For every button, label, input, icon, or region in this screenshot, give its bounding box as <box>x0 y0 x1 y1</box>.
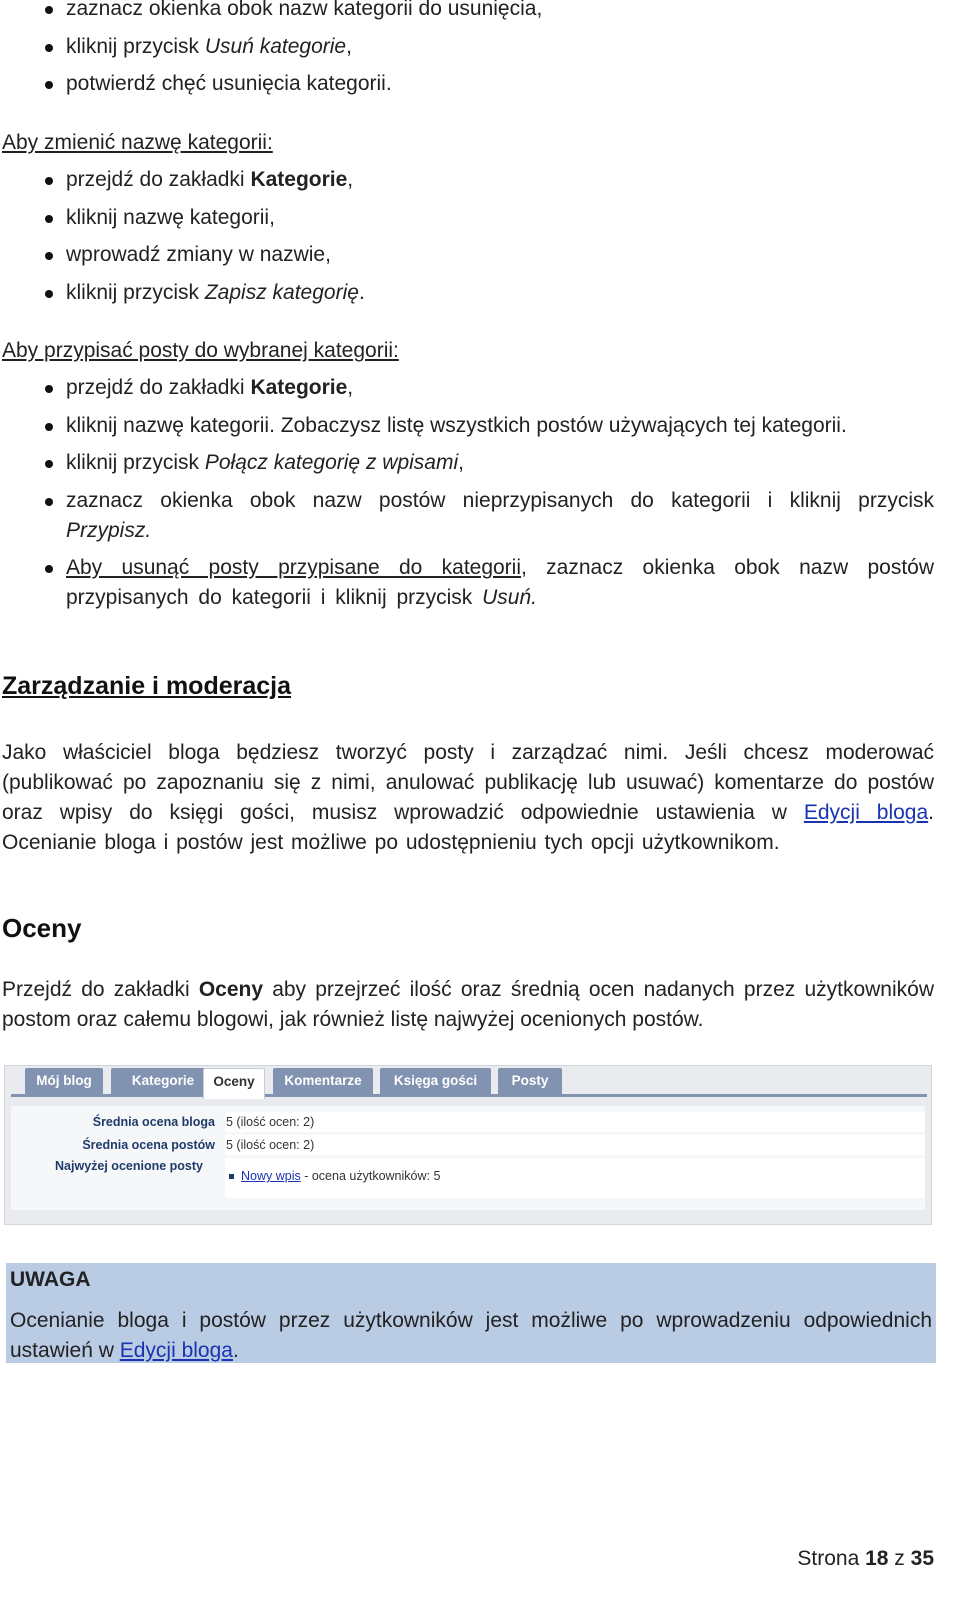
tab-my-blog[interactable]: Mój blog <box>25 1068 103 1094</box>
note-text: Ocenianie bloga i postów przez użytkowników jest możliwe po wprowadzeniu odpowiednich ustawień w Edycji bloga. <box>10 1309 932 1362</box>
list-item: kliknij przycisk Zapisz kategorię. <box>0 278 960 308</box>
top-post-item: Nowy wpis - ocena użytkowników: 5 <box>229 1169 440 1183</box>
avg-blog-label: Średnia ocena bloga <box>92 1115 215 1129</box>
tab-guestbook[interactable]: Księga gości <box>380 1068 491 1094</box>
list-item: zaznacz okienka obok nazw postów nieprzypisanych do kategorii i kliknij przycisk Przypisz. <box>0 486 960 546</box>
list-item: kliknij przycisk Usuń kategorie, <box>0 32 960 62</box>
list-item: kliknij nazwę kategorii, <box>0 203 960 233</box>
blog-edit-link[interactable]: Edycji bloga <box>803 801 929 824</box>
list-item: kliknij przycisk Połącz kategorię z wpisami, <box>0 448 960 478</box>
rename-steps <box>0 165 960 315</box>
tab-comments[interactable]: Komentarze <box>273 1068 373 1094</box>
list-item: kliknij nazwę kategorii. Zobaczysz listę wszystkich postów używających tej kategorii. <box>0 411 960 441</box>
moderation-heading: Zarządzanie i moderacja <box>2 672 292 700</box>
list-item: zaznacz okienka obok nazw kategorii do usunięcia, <box>0 0 960 24</box>
delete-categories-steps <box>0 0 960 107</box>
tab-ratings[interactable]: Oceny <box>203 1068 265 1099</box>
warning-note <box>6 1263 936 1363</box>
avg-blog-value: 5 (ilość ocen: 2) <box>226 1115 315 1129</box>
ratings-panel <box>11 1106 925 1210</box>
avg-posts-label: Średnia ocena postów <box>82 1138 215 1152</box>
list-item: potwierdź chęć usunięcia kategorii. <box>0 69 960 99</box>
rename-lead: Aby zmienić nazwę kategorii: <box>2 131 273 154</box>
top-post-link[interactable]: Nowy wpis <box>241 1169 301 1183</box>
ratings-heading: Oceny <box>2 913 82 943</box>
tab-categories[interactable]: Kategorie <box>111 1068 215 1094</box>
assign-steps <box>0 373 960 621</box>
moderation-text: Jako właściciel bloga będziesz tworzyć posty i zarządzać nimi. Jeśli chcesz moderować (publikować po zapoznaniu się z nimi, anulować publikację lub usuwać) komentarze do postów oraz wpisy do księgi gości, musisz wprowadzić odpowiednie ustawienia w Edycji bloga. Ocenianie bloga i postów jest możliwe po udostępnieniu tych opcji użytkownikom. <box>2 741 935 854</box>
bullet-icon <box>229 1174 234 1179</box>
list-item: Aby usunąć posty przypisane do kategorii, zaznacz okienka obok nazw postów przypisanych do kategorii i kliknij przycisk Usuń. <box>0 553 960 613</box>
list-item: przejdź do zakładki Kategorie, <box>0 165 960 195</box>
list-item: wprowadź zmiany w nazwie, <box>0 240 960 270</box>
avg-posts-value: 5 (ilość ocen: 2) <box>226 1138 315 1152</box>
top-posts-label: Najwyżej ocenione posty <box>55 1159 203 1173</box>
assign-lead: Aby przypisać posty do wybranej kategorii: <box>2 339 399 362</box>
tab-posts[interactable]: Posty <box>498 1068 562 1094</box>
list-item: przejdź do zakładki Kategorie, <box>0 373 960 403</box>
ratings-text: Przejdź do zakładki Oceny aby przejrzeć ilość oraz średnią ocen nadanych przez użytkowników postom oraz całemu blogowi, jak również listę najwyżej ocenionych postów. <box>2 978 934 1031</box>
note-title: UWAGA <box>10 1268 91 1291</box>
ratings-screenshot <box>4 1065 932 1225</box>
note-blog-edit-link[interactable]: Edycji bloga <box>119 1339 233 1362</box>
tab-underline <box>11 1094 927 1097</box>
page-footer: Strona 18 z 35 <box>797 1547 934 1570</box>
